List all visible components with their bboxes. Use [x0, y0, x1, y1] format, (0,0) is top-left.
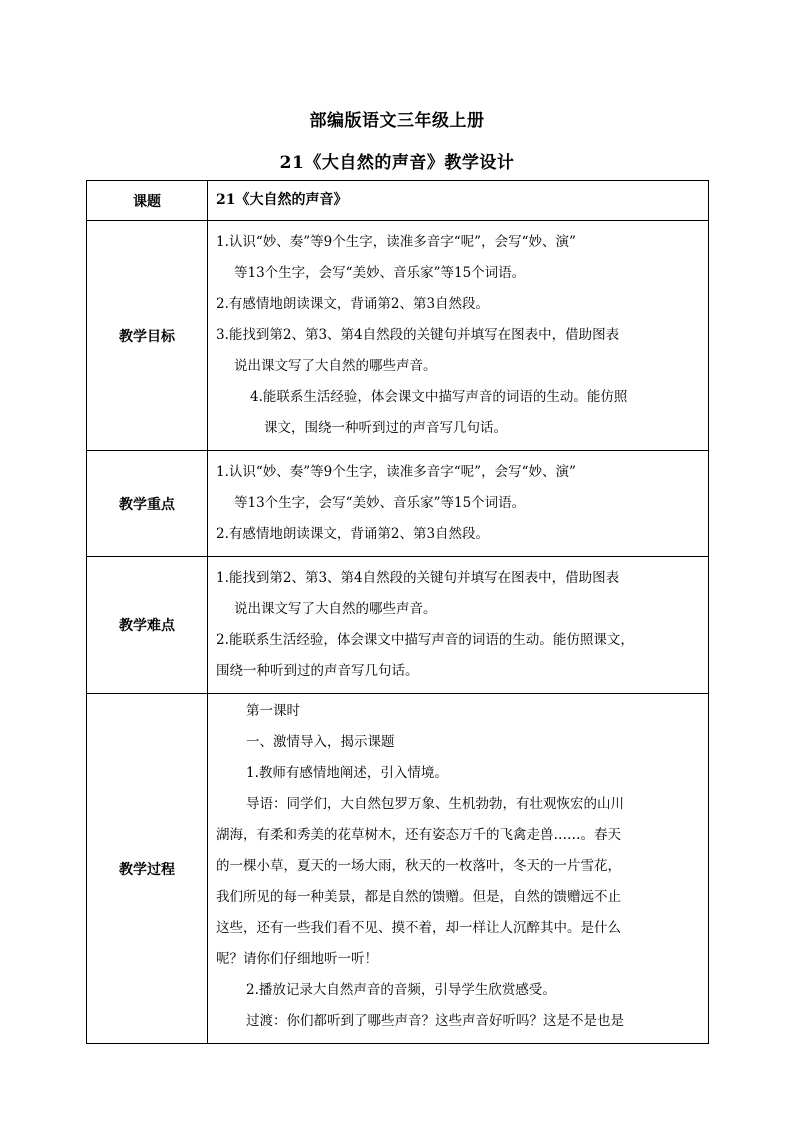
label-key-points: 教学重点 — [87, 451, 208, 557]
process-line: 2.播放记录大自然声音的音频，引导学生欣赏感受。 — [246, 982, 556, 998]
process-line: 的一棵小草，夏天的一场大雨，秋天的一枚落叶，冬天的一片雪花， — [216, 858, 621, 874]
difficulty-line: 2.能联系生活经验，体会课文中描写声音的词语的生动。能仿照课文， — [216, 632, 634, 648]
label-objectives: 教学目标 — [87, 221, 208, 451]
document-title: 部编版语文三年级上册 — [309, 111, 485, 131]
objective-line: 课文，围绕一种听到过的声音写几句话。 — [264, 420, 507, 436]
process-line: 一、激情导入，揭示课题 — [246, 734, 395, 750]
key-point-line: 1.认识“妙、奏”等9个生字，读准多音字“呢”，会写“妙、演” — [216, 464, 576, 480]
cell-difficulties — [208, 557, 709, 694]
process-line: 呢？请你们仔细地听一听！ — [216, 951, 378, 967]
row-key-points — [87, 451, 709, 557]
objective-line: 4.能联系生活经验，体会课文中描写声音的词语的生动。能仿照 — [250, 389, 628, 405]
process-line: 湖海，有柔和秀美的花草树木，还有姿态万千的飞禽走兽……。春天 — [216, 827, 621, 843]
row-topic — [87, 181, 709, 221]
row-difficulties — [87, 557, 709, 694]
process-line: 1.教师有感情地阐述，引入情境。 — [246, 765, 448, 781]
objective-line: 2.有感情地朗读课文，背诵第2、第3自然段。 — [216, 296, 490, 312]
process-line: 导语：同学们，大自然包罗万象、生机勃勃，有壮观恢宏的山川 — [246, 796, 624, 812]
difficulty-line: 1.能找到第2、第3、第4自然段的关键句并填写在图表中，借助图表 — [216, 570, 620, 586]
row-process — [87, 694, 709, 1044]
label-topic: 课题 — [87, 181, 208, 221]
label-process: 教学过程 — [87, 694, 208, 1044]
process-line: 第一课时 — [246, 703, 300, 719]
difficulty-line: 围绕一种听到过的声音写几句话。 — [216, 663, 419, 679]
process-line: 过渡：你们都听到了哪些声音？这些声音好听吗？这是不是也是 — [246, 1013, 624, 1029]
objective-line: 等13个生字，会写“美妙、音乐家”等15个词语。 — [234, 265, 526, 281]
cell-key-points — [208, 451, 709, 557]
cell-process — [208, 694, 709, 1044]
objective-line: 3.能找到第2、第3、第4自然段的关键句并填写在图表中，借助图表 — [216, 327, 620, 343]
process-line: 这些，还有一些我们看不见、摸不着，却一样让人沉醉其中。是什么 — [216, 920, 621, 936]
objective-line: 1.认识“妙、奏”等9个生字，读准多音字“呢”，会写“妙、演” — [216, 234, 576, 250]
lesson-plan-table — [86, 180, 709, 1044]
cell-objectives — [208, 221, 709, 451]
key-point-line: 等13个生字，会写“美妙、音乐家”等15个词语。 — [234, 495, 526, 511]
topic-value: 21《大自然的声音》 — [216, 192, 348, 208]
label-difficulties: 教学难点 — [87, 557, 208, 694]
difficulty-line: 说出课文写了大自然的哪些声音。 — [234, 601, 437, 617]
objective-line: 说出课文写了大自然的哪些声音。 — [234, 358, 437, 374]
process-line: 我们所见的每一种美景，都是自然的馈赠。但是，自然的馈赠远不止 — [216, 889, 621, 905]
cell-topic — [208, 181, 709, 221]
row-objectives — [87, 221, 709, 451]
document-subtitle: 21《大自然的声音》教学设计 — [279, 153, 515, 173]
key-point-line: 2.有感情地朗读课文，背诵第2、第3自然段。 — [216, 526, 490, 542]
